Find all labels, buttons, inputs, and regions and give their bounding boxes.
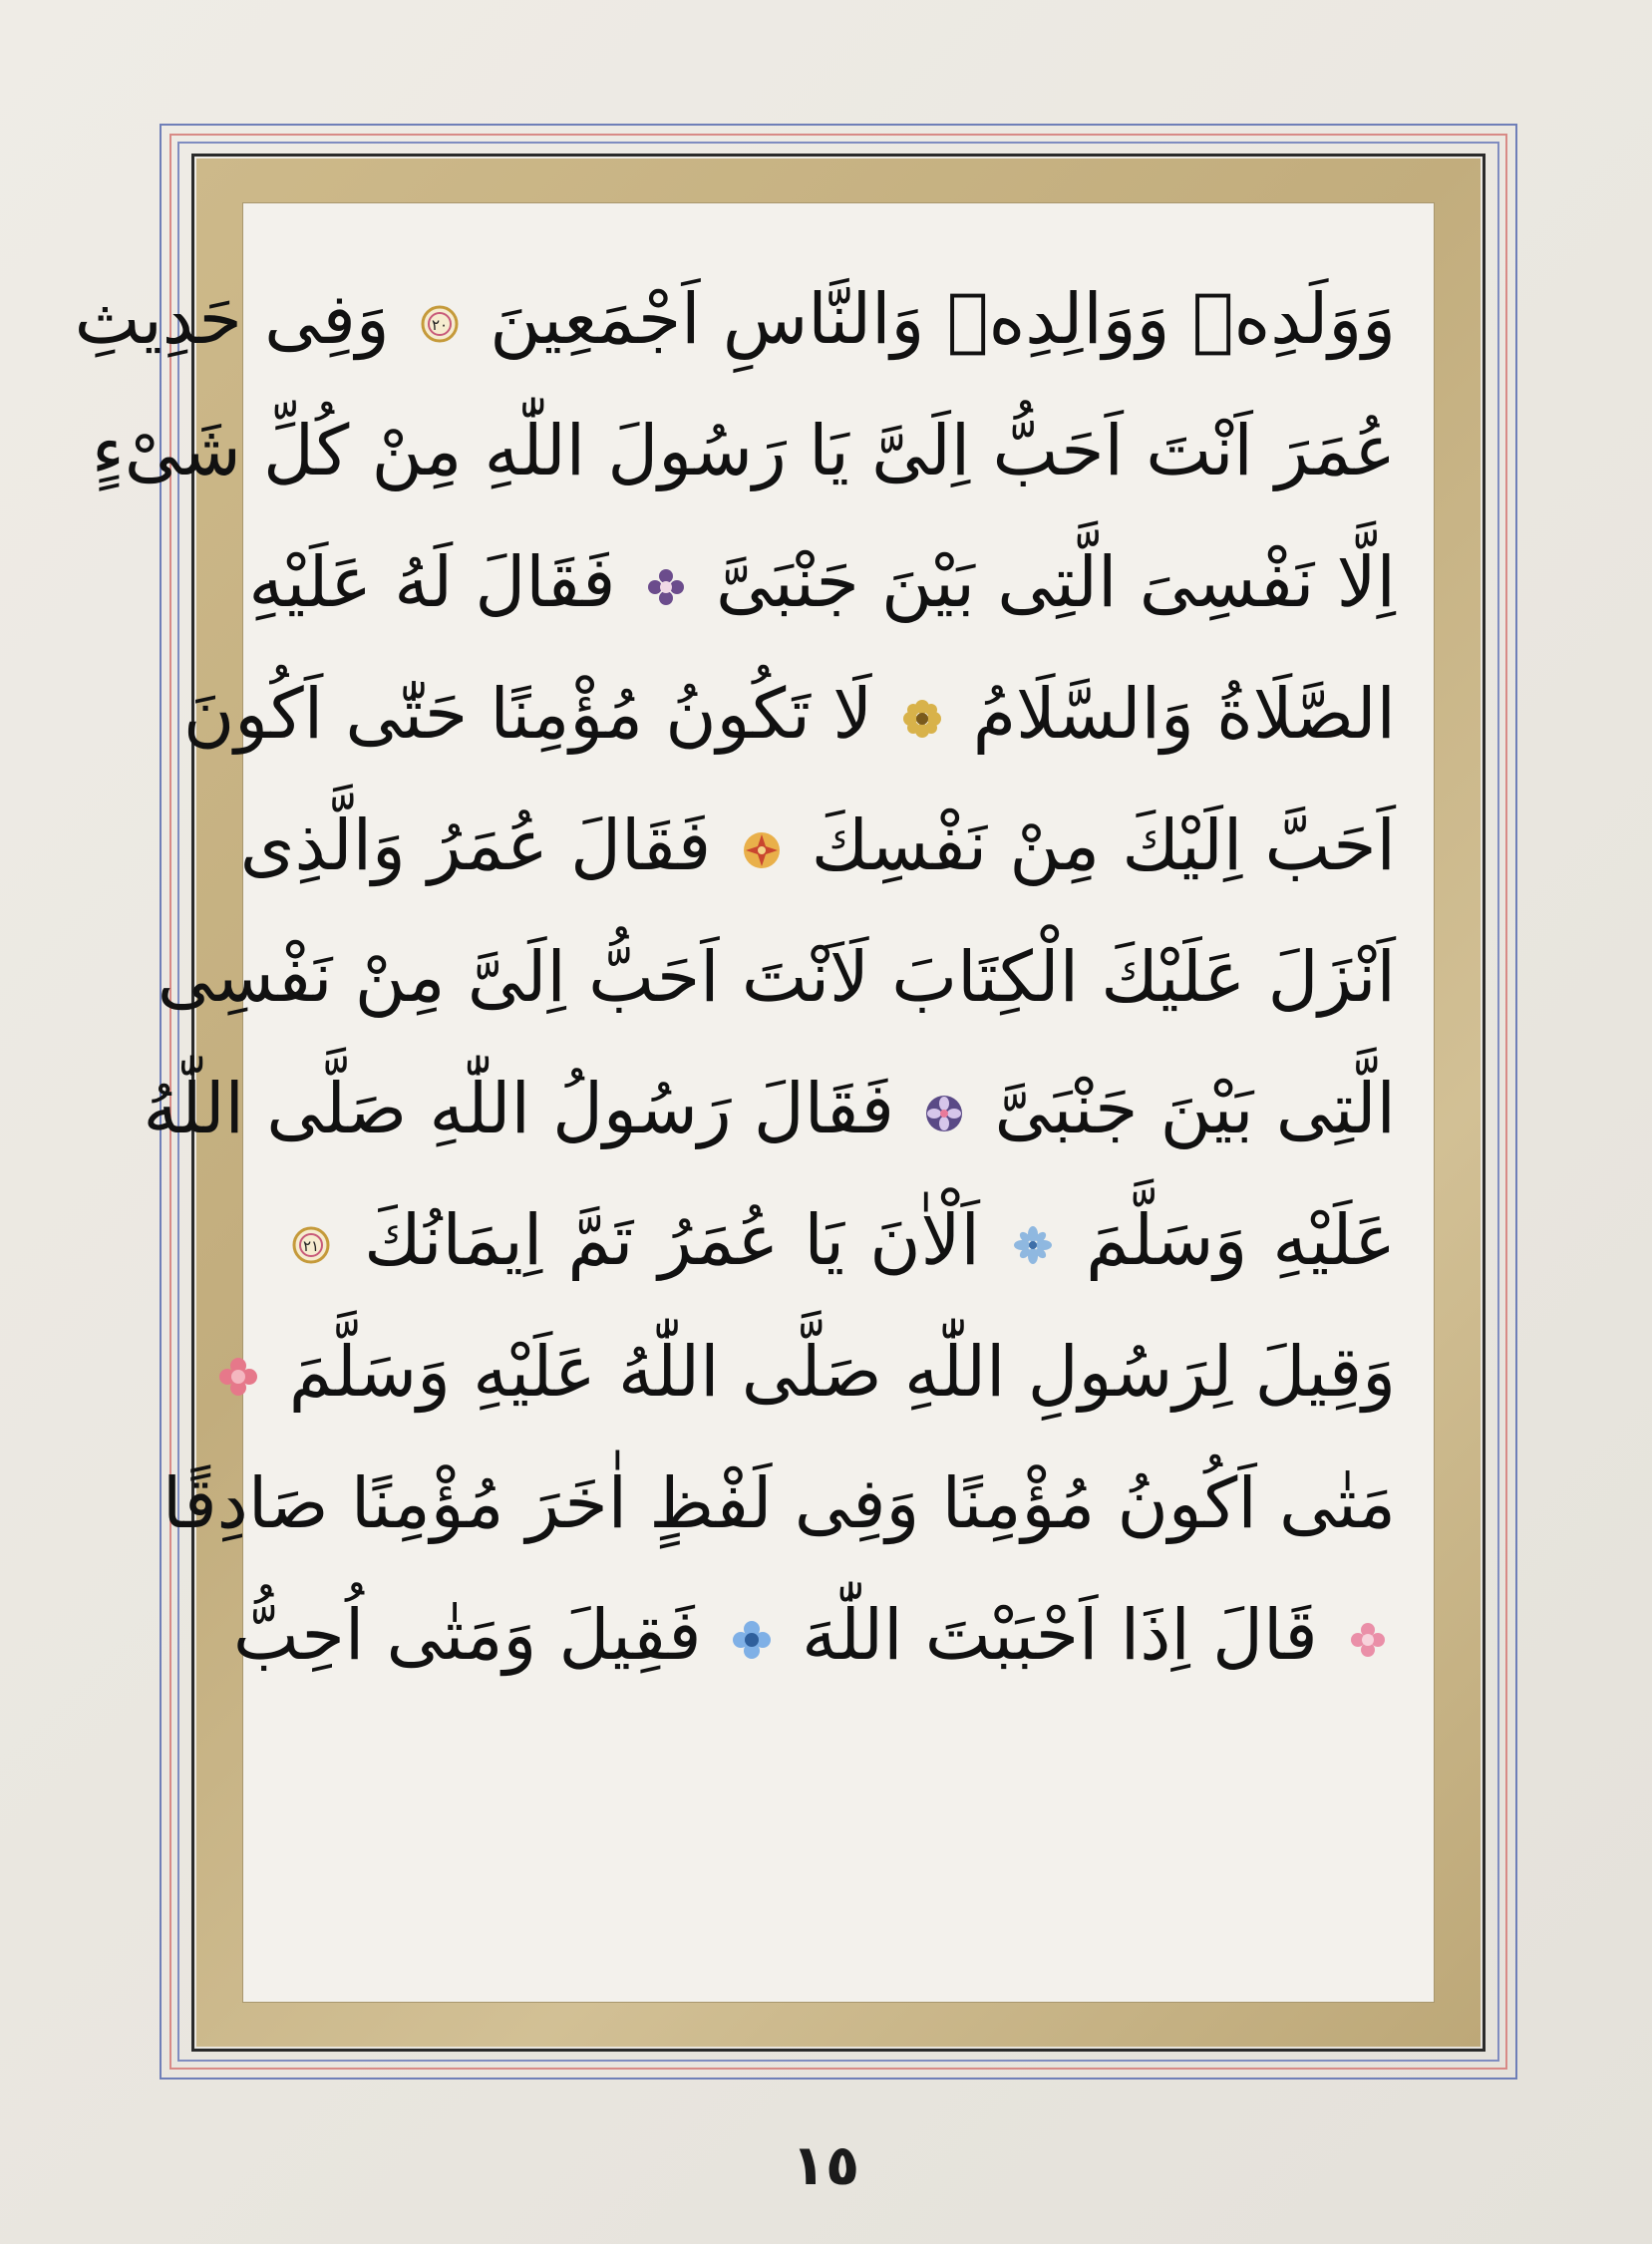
line-8-text-a: عَلَيْهِ وَسَلَّمَ	[1086, 1199, 1396, 1281]
text-line-5	[239, 780, 1396, 911]
text-line-3	[248, 516, 1396, 648]
text-line-11	[232, 1569, 1396, 1701]
line-10-text: مَتٰى اَكُونُ مُؤْمِنًا وَفِى لَفْظٍ اٰخَرَ مُؤْمِنًا صَادِقًا	[162, 1462, 1396, 1544]
line-5-text-b: فَقَالَ عُمَرُ وَالَّذِى	[239, 804, 712, 886]
text-line-9	[283, 1306, 1396, 1438]
rosette-violet-icon	[646, 567, 686, 607]
verse-number-21: ٢١	[302, 1236, 320, 1255]
text-line-7	[143, 1043, 1396, 1174]
line-1-text-b: وَفِى حَدِيثِ	[74, 278, 390, 360]
line-4-text-a: الصَّلَاةُ وَالسَّلَامُ	[972, 673, 1396, 755]
rosette-gold-icon	[902, 699, 942, 739]
text-line-4	[182, 648, 1396, 780]
verse-number-20: ٢٠	[431, 315, 449, 334]
line-11-text-b: فَقِيلَ وَمَتٰى اُحِبُّ	[232, 1594, 702, 1676]
rosette-red-icon	[742, 830, 782, 870]
line-9-text-a: وَقِيلَ لِرَسُولِ اللّٰهِ صَلَّى اللّٰهُ عَلَيْهِ وَسَلَّمَ	[288, 1331, 1396, 1413]
text-line-8	[283, 1174, 1396, 1306]
line-1-text-a: وَوَلَدِهٖ وَوَالِدِهٖ وَالنَّاسِ اَجْمَعِينَ	[490, 278, 1396, 360]
page-number: ١٥	[791, 2133, 860, 2198]
rosette-pink-small-icon	[1348, 1620, 1388, 1660]
rosette-blue-2-icon	[732, 1620, 772, 1660]
rosette-purple-icon	[924, 1094, 964, 1133]
verse-marker-icon	[420, 304, 460, 344]
line-3-text-a: اِلَّا نَفْسِىَ الَّتِى بَيْنَ جَنْبَىَّ	[715, 541, 1396, 623]
verse-marker-21-icon	[291, 1225, 331, 1265]
text-line-1	[74, 253, 1396, 385]
text-line-6	[157, 911, 1396, 1043]
line-6-text: اَنْزَلَ عَلَيْكَ الْكِتَابَ لَاَنْتَ اَحَبُّ اِلَىَّ مِنْ نَفْسِى	[157, 936, 1396, 1018]
rosette-blue-icon	[1013, 1225, 1053, 1265]
line-7-text-b: فَقَالَ رَسُولُ اللّٰهِ صَلَّى اللّٰهُ	[143, 1068, 894, 1149]
text-lines	[74, 253, 1396, 1701]
line-5-text-a: اَحَبَّ اِلَيْكَ مِنْ نَفْسِكَ	[811, 804, 1396, 886]
text-panel	[74, 202, 1435, 2003]
text-line-2	[91, 385, 1396, 516]
line-3-text-b: فَقَالَ لَهُ عَلَيْهِ	[248, 541, 616, 623]
text-line-10	[162, 1438, 1396, 1569]
line-11-text-a: قَالَ اِذَا اَحْبَبْتَ اللّٰهَ	[802, 1594, 1318, 1676]
line-2-text: عُمَرَ اَنْتَ اَحَبُّ اِلَىَّ يَا رَسُولَ اللّٰهِ مِنْ كُلِّ شَىْءٍ	[91, 410, 1396, 491]
line-4-text-b: لَا تَكُونُ مُؤْمِنًا حَتّٰى اَكُونَ	[182, 673, 873, 755]
line-7-text-a: الَّتِى بَيْنَ جَنْبَىَّ	[994, 1068, 1396, 1149]
rosette-pink-icon	[218, 1357, 258, 1397]
line-8-text-b: اَلْاٰنَ يَا عُمَرُ تَمَّ اِيمَانُكَ	[364, 1199, 980, 1281]
